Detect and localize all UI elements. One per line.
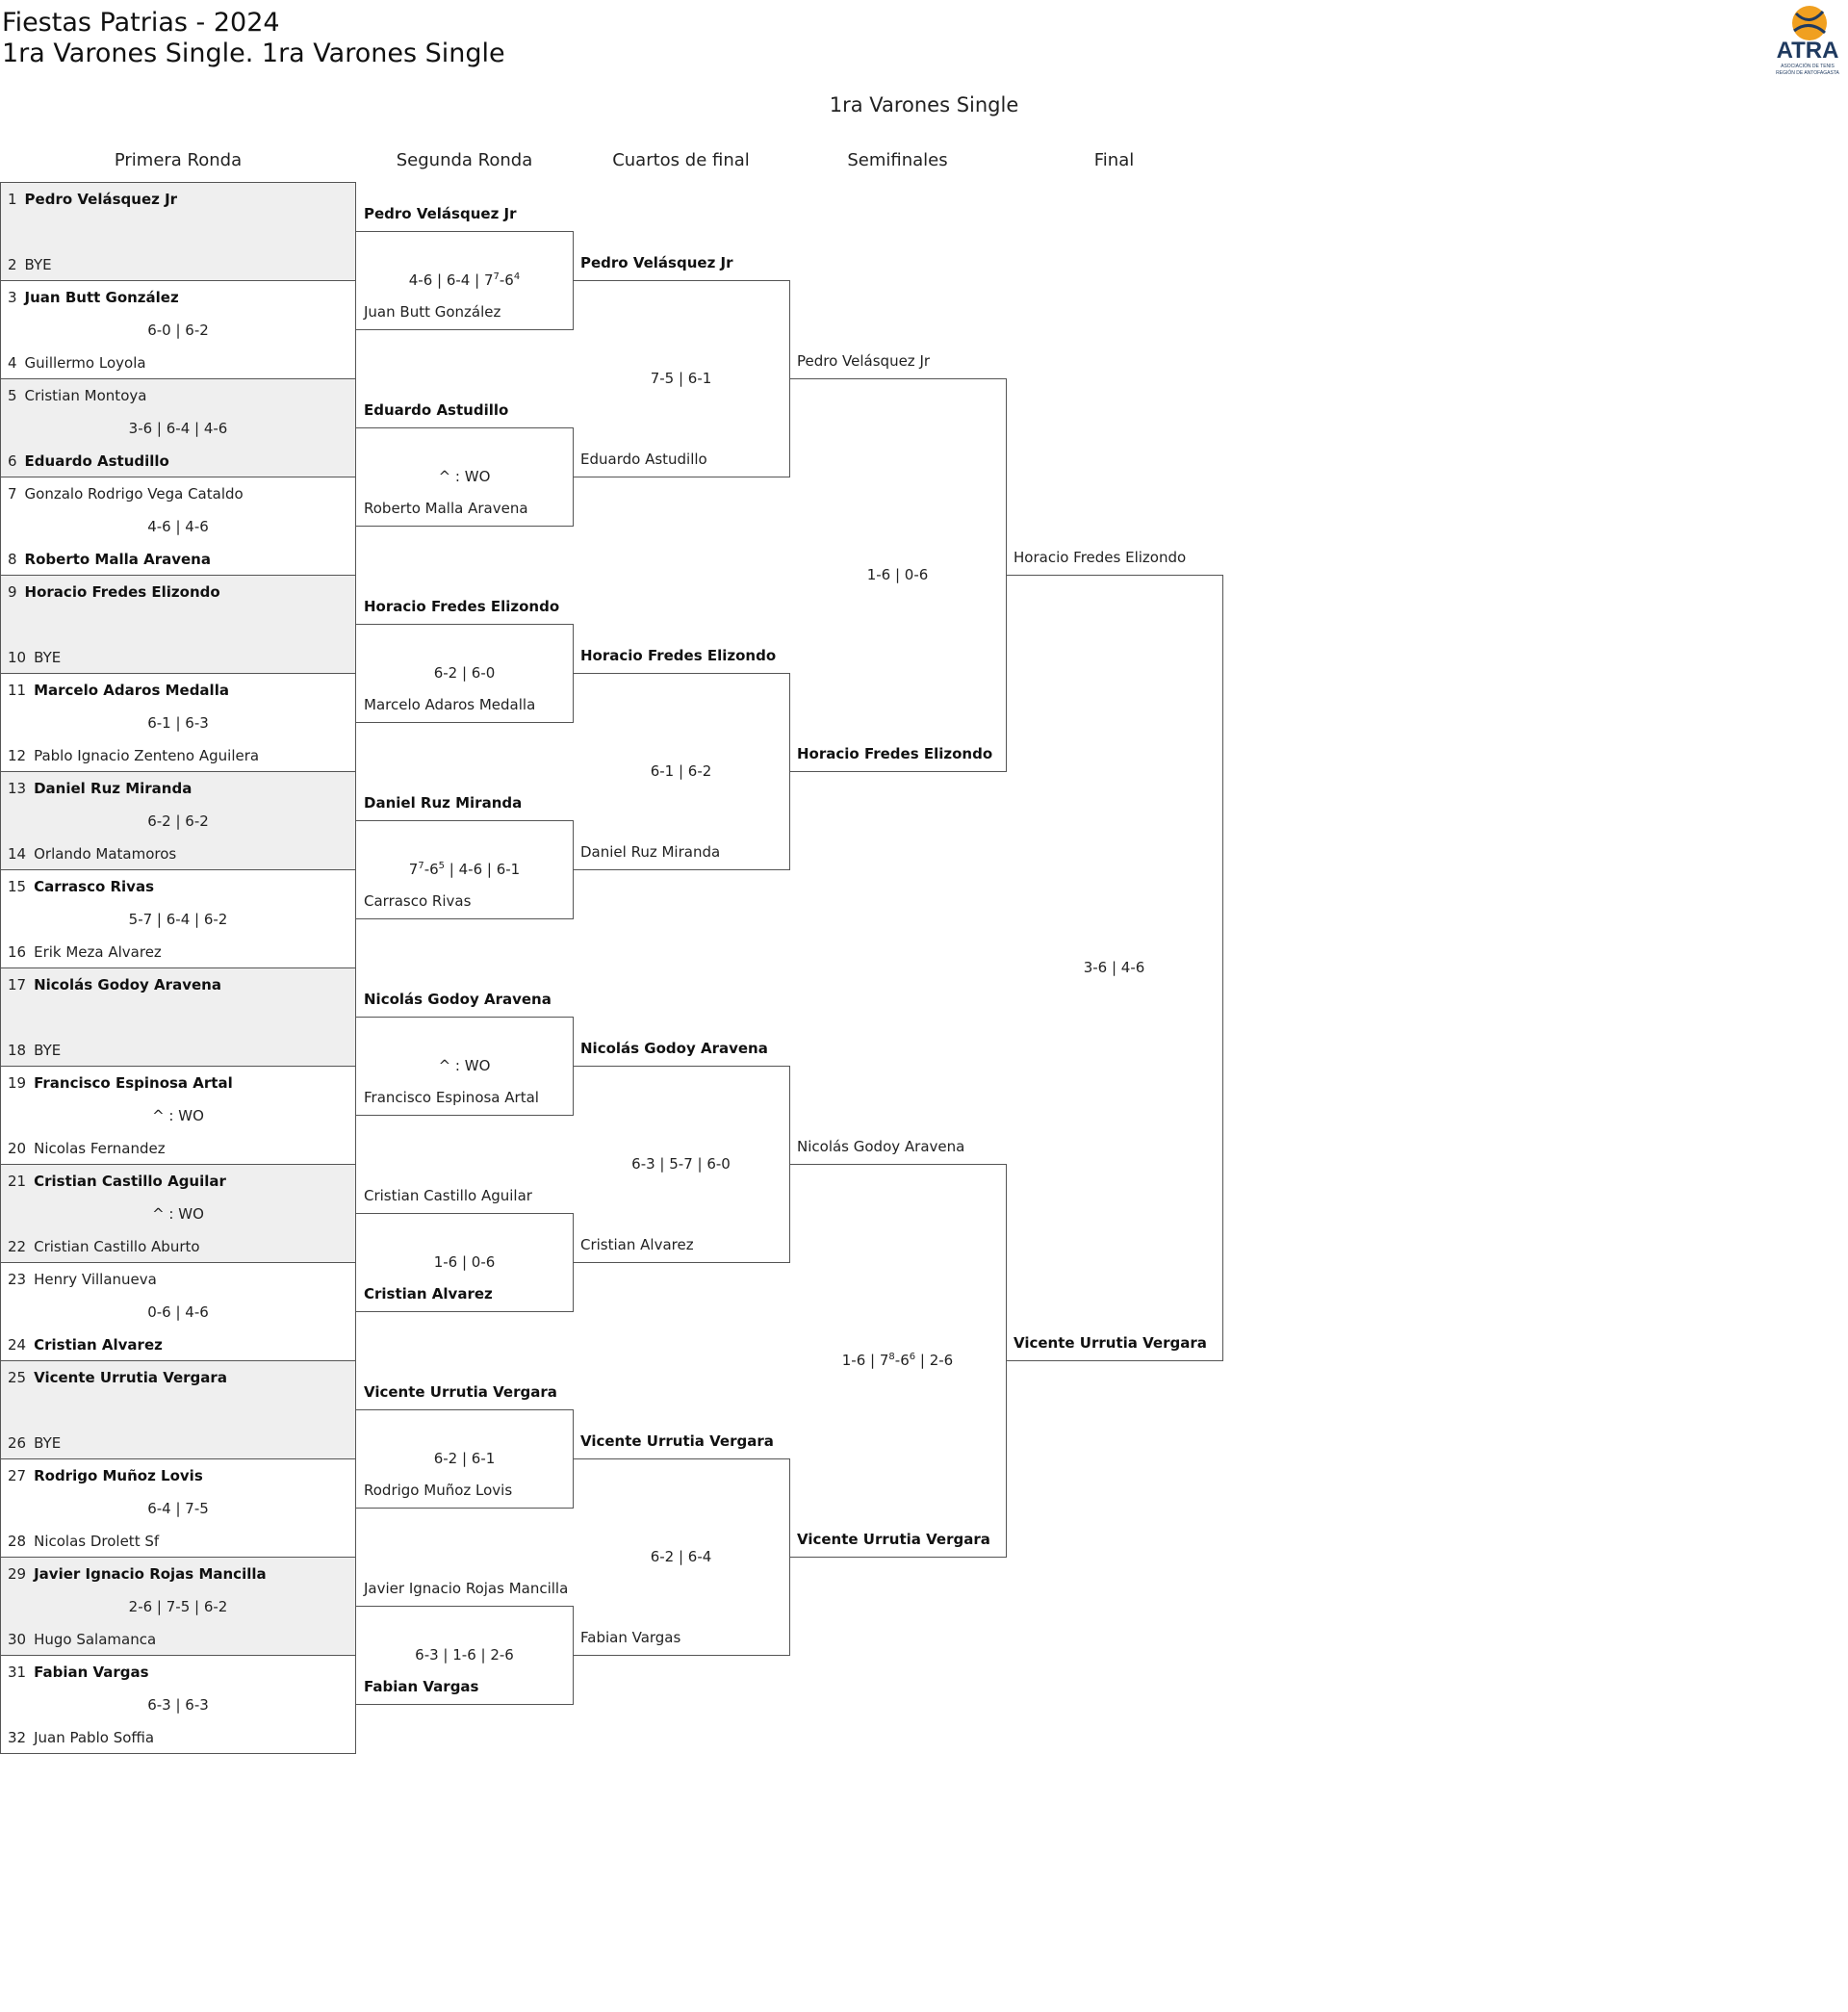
player-name[interactable]: Pedro Velásquez Jr	[580, 254, 733, 271]
player-name[interactable]: Nicolás Godoy Aravena	[364, 991, 552, 1008]
seed-number: 15	[8, 878, 27, 895]
player-name: Rodrigo Muñoz Lovis	[34, 1467, 203, 1484]
player-name[interactable]: Francisco Espinosa Artal	[364, 1089, 539, 1106]
seed-number: 22	[8, 1238, 27, 1255]
player-name[interactable]: Horacio Fredes Elizondo	[580, 647, 777, 664]
seed-number: 27	[8, 1467, 27, 1484]
player-name[interactable]: Javier Ignacio Rojas Mancilla	[364, 1580, 569, 1597]
player-entry[interactable]	[8, 289, 179, 306]
player-name[interactable]: Cristian Castillo Aguilar	[364, 1187, 532, 1204]
seed-number: 18	[8, 1042, 27, 1059]
player-name: Vicente Urrutia Vergara	[34, 1369, 227, 1386]
player-name: Nicolas Drolett Sf	[34, 1533, 160, 1550]
seed-number: 20	[8, 1140, 27, 1157]
player-entry[interactable]	[8, 1173, 226, 1190]
player-name: Pedro Velásquez Jr	[24, 191, 178, 208]
seed-number: 25	[8, 1369, 27, 1386]
player-name: Roberto Malla Aravena	[24, 551, 211, 568]
match-score: 6-3 | 1-6 | 2-6	[415, 1646, 514, 1664]
player-entry[interactable]	[8, 1533, 159, 1550]
player-name: Cristian Alvarez	[34, 1336, 163, 1354]
player-entry[interactable]	[8, 452, 169, 470]
player-name[interactable]: Daniel Ruz Miranda	[580, 843, 721, 861]
player-entry[interactable]	[8, 1140, 166, 1157]
seed-number: 1	[8, 191, 17, 208]
player-name[interactable]: Pedro Velásquez Jr	[797, 352, 931, 370]
round-header-4: Semifinales	[847, 150, 948, 170]
match-score: 7-5 | 6-1	[650, 370, 712, 387]
player-name: Marcelo Adaros Medalla	[34, 682, 229, 699]
round-header-1: Primera Ronda	[114, 150, 243, 170]
player-entry[interactable]	[8, 551, 211, 568]
player-entry[interactable]	[8, 1631, 156, 1648]
player-name: Juan Pablo Soffia	[34, 1729, 155, 1746]
match-score: 6-2 | 6-0	[433, 664, 496, 682]
seed-number: 9	[8, 583, 17, 601]
player-name: Cristian Montoya	[24, 387, 147, 404]
player-entry[interactable]	[8, 943, 162, 961]
player-name: Francisco Espinosa Artal	[34, 1074, 233, 1092]
match-score: 3-6 | 4-6	[1083, 959, 1145, 976]
player-entry[interactable]	[8, 387, 146, 404]
seed-number: 10	[8, 649, 27, 666]
category-title: 1ra Varones Single. 1ra Varones Single	[2, 39, 505, 68]
player-name: Guillermo Loyola	[24, 354, 146, 372]
seed-number: 17	[8, 976, 27, 993]
player-name[interactable]: Nicolás Godoy Aravena	[797, 1138, 965, 1155]
player-entry[interactable]	[8, 1369, 227, 1386]
svg-text:ASOCIACIÓN DE TENIS: ASOCIACIÓN DE TENIS	[1781, 64, 1835, 69]
seed-number: 13	[8, 780, 27, 797]
seed-number: 32	[8, 1729, 27, 1746]
match-score: 4-6 | 4-6	[147, 518, 209, 535]
player-name[interactable]: Fabian Vargas	[580, 1629, 681, 1646]
player-entry[interactable]	[8, 682, 229, 699]
match-score: ^ : WO	[152, 1107, 204, 1124]
player-entry[interactable]	[8, 845, 176, 863]
seed-number: 23	[8, 1271, 27, 1288]
player-entry[interactable]	[8, 1271, 157, 1288]
player-name[interactable]: Eduardo Astudillo	[580, 451, 707, 468]
player-entry[interactable]	[8, 256, 52, 273]
round-header-2: Segunda Ronda	[396, 150, 533, 170]
player-name[interactable]: Nicolás Godoy Aravena	[580, 1040, 768, 1057]
player-name[interactable]: Cristian Alvarez	[580, 1236, 694, 1253]
tournament-title: Fiestas Patrias - 2024	[2, 8, 280, 38]
player-name[interactable]: Vicente Urrutia Vergara	[580, 1432, 774, 1450]
player-name[interactable]: Carrasco Rivas	[364, 892, 472, 910]
player-name[interactable]: Daniel Ruz Miranda	[364, 794, 523, 812]
match-score: $7^7-6^5$ | 4-6 | 6-1	[408, 861, 521, 878]
seed-number: 11	[8, 682, 27, 699]
player-name[interactable]: Cristian Alvarez	[364, 1285, 493, 1303]
player-name[interactable]: Horacio Fredes Elizondo	[1014, 549, 1187, 566]
player-entry[interactable]	[8, 1074, 233, 1092]
player-name: BYE	[34, 649, 62, 666]
match-score: 6-0 | 6-2	[147, 322, 209, 339]
player-name[interactable]: Vicente Urrutia Vergara	[797, 1531, 990, 1548]
round-header-3: Cuartos de final	[612, 150, 750, 170]
player-entry[interactable]	[8, 1664, 149, 1681]
match-score: 0-6 | 4-6	[147, 1303, 209, 1321]
draw-title: 1ra Varones Single	[829, 93, 1019, 116]
match-score: 6-3 | 5-7 | 6-0	[631, 1155, 731, 1173]
player-name[interactable]: Horacio Fredes Elizondo	[364, 598, 560, 615]
player-entry[interactable]	[8, 1042, 61, 1059]
player-name: Horacio Fredes Elizondo	[24, 583, 220, 601]
player-name: BYE	[34, 1042, 62, 1059]
player-name: Pablo Ignacio Zenteno Aguilera	[34, 747, 260, 764]
match-score: ^ : WO	[438, 468, 491, 485]
match-score: 6-4 | 7-5	[147, 1500, 209, 1517]
player-name: Nicolas Fernandez	[34, 1140, 166, 1157]
player-name: Fabian Vargas	[34, 1664, 149, 1681]
seed-number: 2	[8, 256, 17, 273]
match-score: 5-7 | 6-4 | 6-2	[128, 911, 228, 928]
player-name[interactable]: Rodrigo Muñoz Lovis	[364, 1482, 513, 1499]
player-entry[interactable]	[8, 649, 61, 666]
player-name: Cristian Castillo Aguilar	[34, 1173, 226, 1190]
player-entry[interactable]	[8, 583, 220, 601]
seed-number: 4	[8, 354, 17, 372]
seed-number: 7	[8, 485, 17, 503]
seed-number: 30	[8, 1631, 27, 1648]
player-entry[interactable]	[8, 1467, 203, 1484]
match-score: 1-6 | $7^8-6^6$ | 2-6	[841, 1352, 954, 1369]
seed-number: 19	[8, 1074, 27, 1092]
player-name: Nicolás Godoy Aravena	[34, 976, 221, 993]
seed-number: 5	[8, 387, 17, 404]
logo-text: ATRA	[1776, 38, 1839, 64]
seed-number: 24	[8, 1336, 27, 1354]
round-header-5: Final	[1093, 150, 1135, 170]
match-score: 6-1 | 6-3	[147, 714, 209, 732]
player-name[interactable]: Marcelo Adaros Medalla	[364, 696, 536, 713]
player-name: BYE	[24, 256, 52, 273]
seed-number: 6	[8, 452, 17, 470]
player-entry[interactable]	[8, 1434, 61, 1452]
player-name: Erik Meza Alvarez	[34, 943, 162, 961]
player-entry[interactable]	[8, 878, 154, 895]
player-name: Eduardo Astudillo	[24, 452, 169, 470]
svg-text:REGIÓN DE ANTOFAGASTA: REGIÓN DE ANTOFAGASTA	[1776, 70, 1839, 76]
player-entry[interactable]	[8, 780, 192, 797]
seed-number: 28	[8, 1533, 27, 1550]
player-entry[interactable]	[8, 1238, 200, 1255]
player-name[interactable]: Fabian Vargas	[364, 1678, 479, 1695]
player-entry[interactable]	[8, 747, 259, 764]
player-name: Cristian Castillo Aburto	[34, 1238, 200, 1255]
player-name[interactable]: Juan Butt González	[364, 303, 501, 321]
player-name: Orlando Matamoros	[34, 845, 177, 863]
player-entry[interactable]	[8, 976, 221, 993]
match-score: ^ : WO	[438, 1057, 491, 1074]
player-name: Juan Butt González	[24, 289, 179, 306]
seed-number: 12	[8, 747, 27, 764]
seed-number: 29	[8, 1565, 27, 1583]
match-score: 6-1 | 6-2	[650, 762, 712, 780]
player-name: Hugo Salamanca	[34, 1631, 157, 1648]
match-score: 1-6 | 0-6	[433, 1253, 496, 1271]
player-name[interactable]: Roberto Malla Aravena	[364, 500, 528, 517]
player-entry[interactable]	[8, 485, 244, 503]
player-entry[interactable]	[8, 1336, 163, 1354]
match-score: ^ : WO	[152, 1205, 204, 1223]
player-name[interactable]: Vicente Urrutia Vergara	[1014, 1334, 1207, 1352]
player-name: Gonzalo Rodrigo Vega Cataldo	[24, 485, 244, 503]
player-entry[interactable]	[8, 1565, 267, 1583]
match-score: 2-6 | 7-5 | 6-2	[128, 1598, 228, 1615]
match-score: 6-2 | 6-4	[650, 1548, 712, 1565]
seed-number: 16	[8, 943, 27, 961]
player-entry[interactable]	[8, 191, 177, 208]
player-entry[interactable]	[8, 354, 146, 372]
seed-number: 3	[8, 289, 17, 306]
player-name: Carrasco Rivas	[34, 878, 155, 895]
match-score: 6-3 | 6-3	[147, 1696, 209, 1714]
match-score: 3-6 | 6-4 | 4-6	[128, 420, 228, 437]
player-name[interactable]: Vicente Urrutia Vergara	[364, 1383, 557, 1401]
match-score: 4-6 | 6-4 | $7^7-6^4$	[408, 271, 521, 289]
seed-number: 21	[8, 1173, 27, 1190]
match-score: 6-2 | 6-1	[433, 1450, 496, 1467]
match-score: 6-2 | 6-2	[147, 813, 209, 830]
player-name[interactable]: Eduardo Astudillo	[364, 401, 509, 419]
seed-number: 14	[8, 845, 27, 863]
player-name: Daniel Ruz Miranda	[34, 780, 192, 797]
seed-number: 26	[8, 1434, 27, 1452]
seed-number: 8	[8, 551, 17, 568]
player-name[interactable]: Horacio Fredes Elizondo	[797, 745, 993, 762]
player-name[interactable]: Pedro Velásquez Jr	[364, 205, 517, 222]
player-name: BYE	[34, 1434, 62, 1452]
seed-number: 31	[8, 1664, 27, 1681]
player-entry[interactable]	[8, 1729, 154, 1746]
match-score: 1-6 | 0-6	[866, 566, 929, 583]
atra-logo	[1771, 2, 1844, 79]
player-name: Henry Villanueva	[34, 1271, 157, 1288]
player-name: Javier Ignacio Rojas Mancilla	[34, 1565, 267, 1583]
